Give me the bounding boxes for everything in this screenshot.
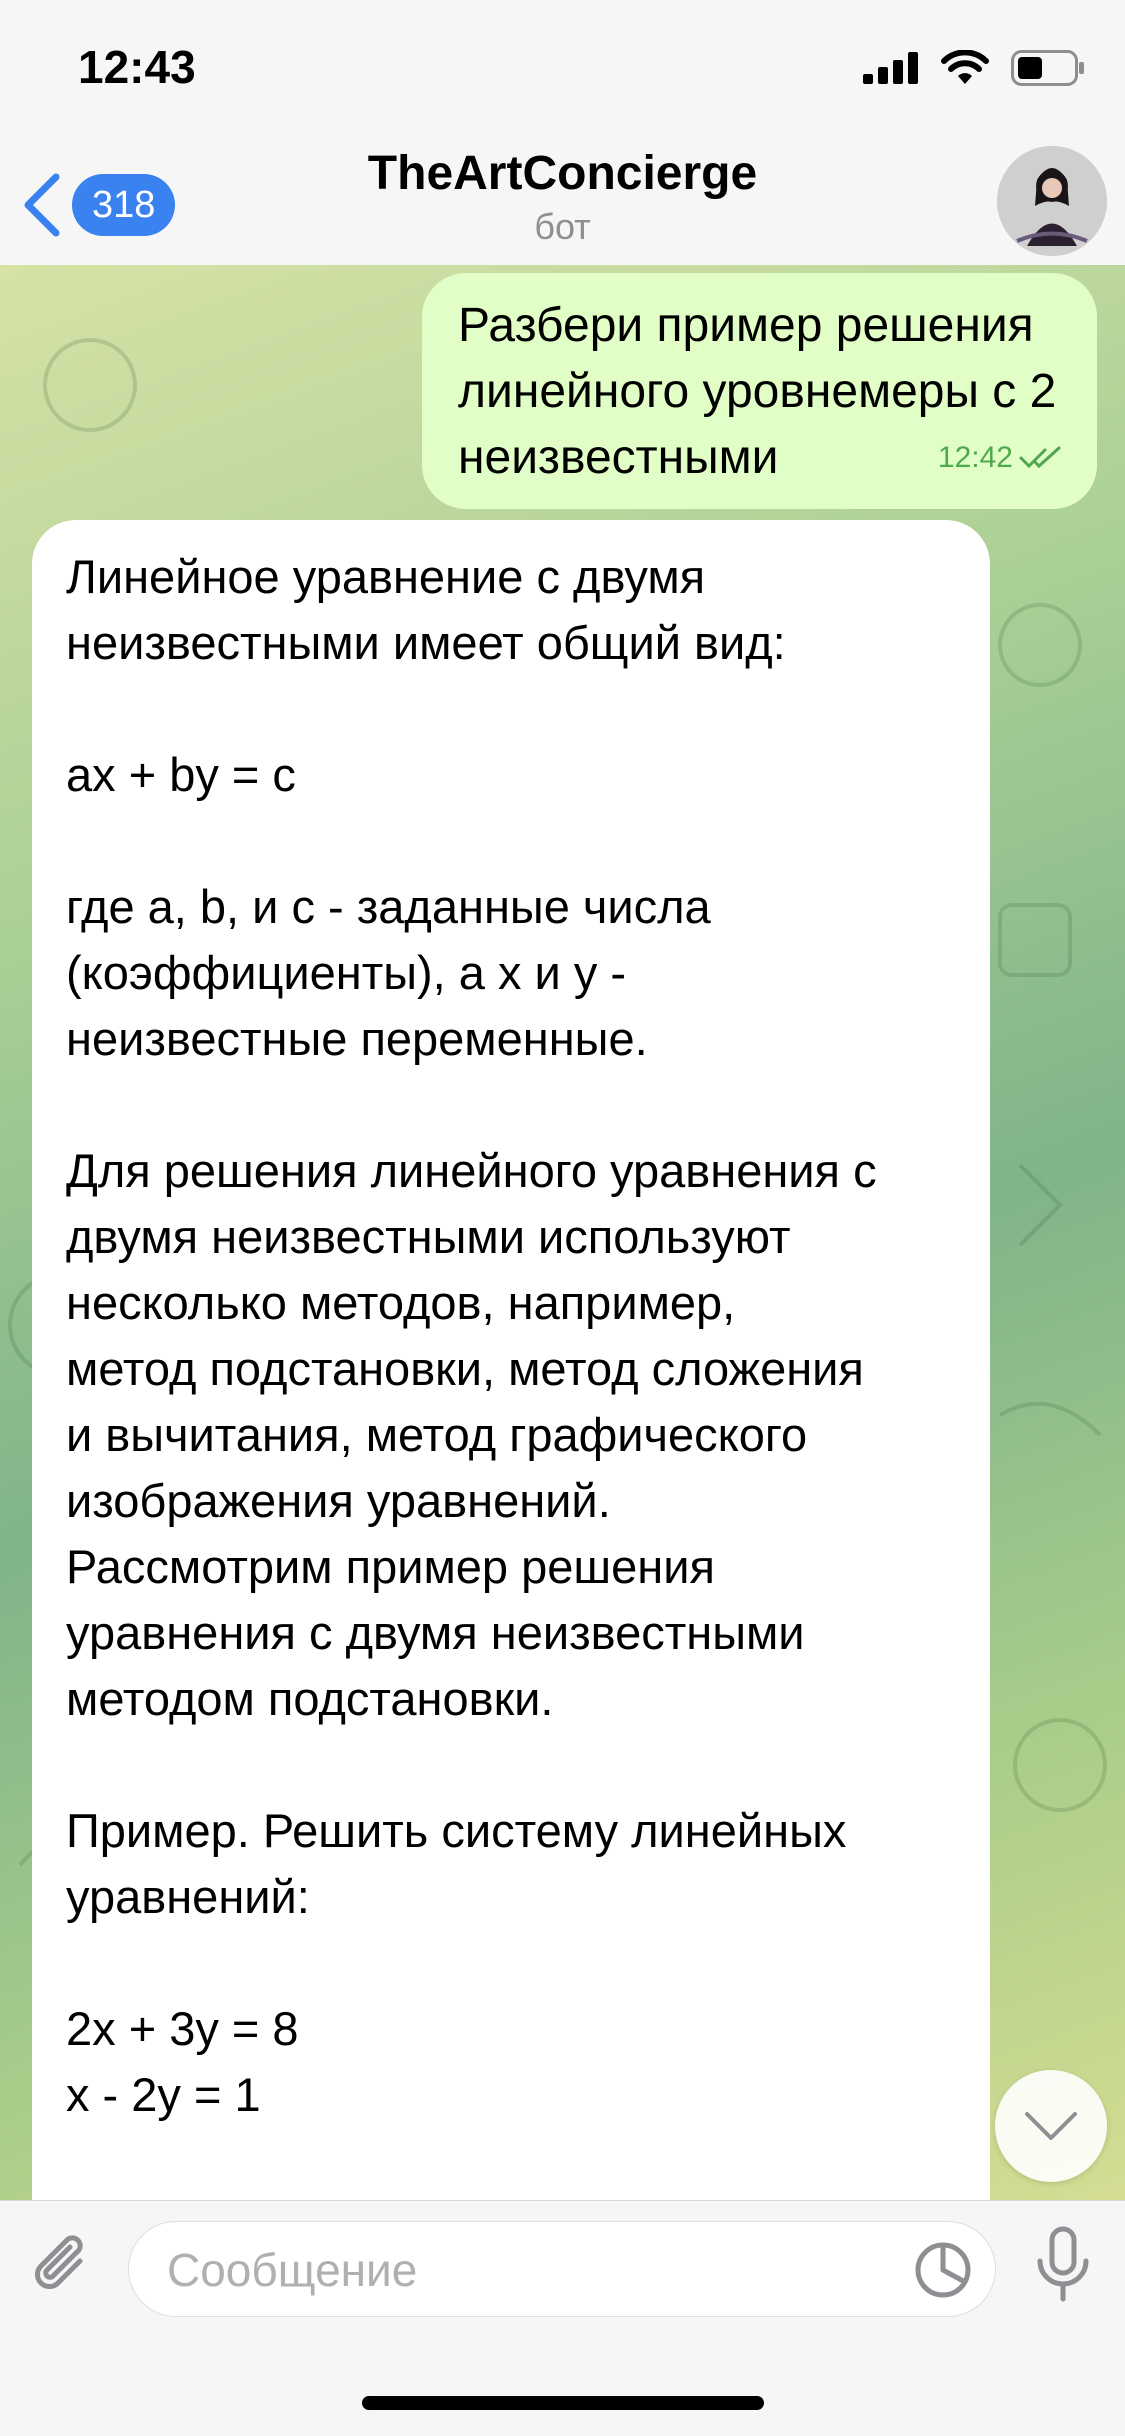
signal-icon [863,52,919,84]
message-meta [938,425,1063,491]
message-paragraph: где a, b, и c - заданные числа (коэффициенты), а x и y - неизвестные переменные. [66,880,711,1065]
wifi-icon [941,50,989,86]
chat-title[interactable]: TheArtConcierge [367,147,758,200]
outgoing-message[interactable] [422,273,1097,509]
message-input-wrapper [128,2221,996,2317]
chat-area[interactable] [0,265,1125,2200]
message-paragraph: ax + by = c [66,748,296,801]
unread-count-badge: 318 [72,174,175,236]
message-input[interactable] [165,2222,809,2318]
avatar[interactable] [997,146,1107,256]
sticker-icon[interactable] [913,2240,973,2300]
chat-header [0,140,1125,266]
home-indicator [362,2396,764,2410]
chevron-down-icon [1023,2110,1079,2142]
chat-subtitle: бот [534,206,591,247]
message-composer [0,2200,1125,2436]
status-icons [863,50,1085,86]
outgoing-message-text: Разбери пример решения линейного уровнемеры с 2 неизвестными [458,299,1057,484]
message-paragraph: Пример. Решить систему линейных уравнений: [66,1804,847,1923]
paperclip-icon[interactable] [28,2231,100,2303]
scroll-down-button[interactable] [995,2070,1107,2182]
double-check-icon [1019,446,1063,470]
microphone-icon[interactable] [1028,2225,1098,2305]
status-time: 12:43 [78,41,196,93]
status-bar [0,0,1125,140]
battery-icon [1011,50,1085,86]
avatar-image [997,146,1107,256]
message-paragraph: 2x + 3y = 8 x - 2y = 1 [66,2002,299,2121]
message-paragraph: Линейное уравнение с двумя неизвестными имеет общий вид: [66,550,786,669]
message-time: 12:42 [937,441,1013,474]
message-paragraph: Для решения линейного уравнения с двумя неизвестными используют несколько методов, например, метод подстановки, метод сложения и вычитания, метод графического изображения уравнений. Рассмотрим пример решения уравнения с двумя неизвестными методом подстановки. [66,1144,877,1725]
incoming-message[interactable] [32,520,990,2200]
